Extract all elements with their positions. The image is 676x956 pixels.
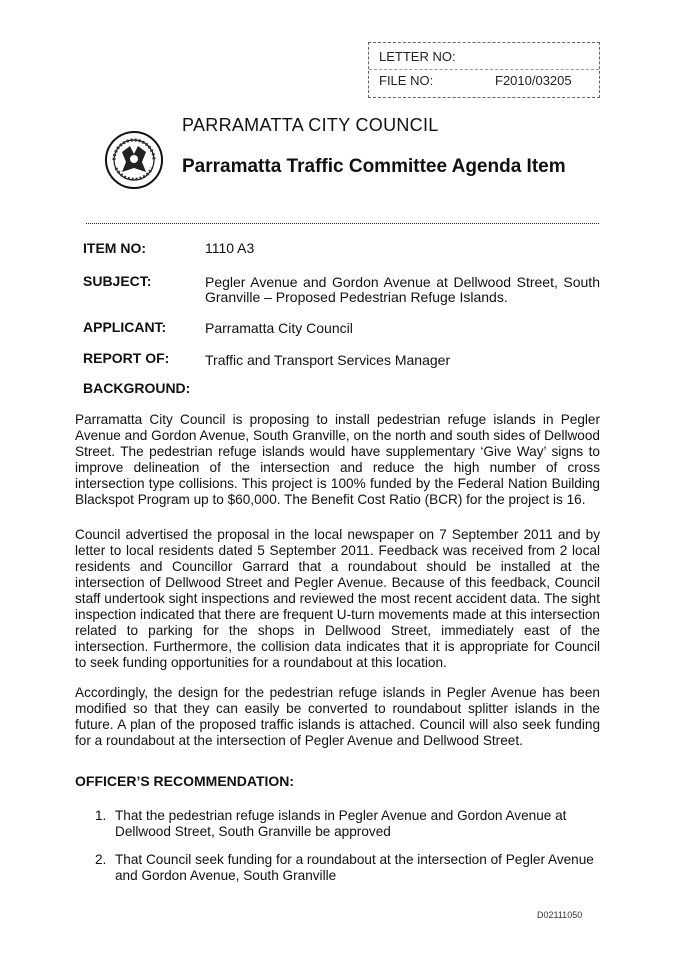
stamp-divider — [369, 69, 599, 70]
file-no-label: FILE NO: — [379, 73, 434, 88]
applicant-value: Parramatta City Council — [205, 320, 353, 336]
council-crest-icon — [104, 130, 164, 190]
recommendation-text: That the pedestrian refuge islands in Pegler Avenue and Gordon Avenue at Dellwood Street, South Granville be approved — [115, 808, 567, 839]
background-heading: BACKGROUND: — [83, 380, 191, 396]
recommendation-number: 2. — [95, 852, 107, 867]
letter-no-label: LETTER NO: — [379, 49, 456, 64]
file-no-value: F2010/03205 — [495, 73, 572, 88]
report-of-value: Traffic and Transport Services Manager — [205, 352, 451, 368]
subject-value: Pegler Avenue and Gordon Avenue at Dellwood Street, South Granville – Proposed Pedestrian Refuge Islands. — [205, 274, 600, 305]
item-no-label: ITEM NO: — [83, 240, 146, 256]
council-name: PARRAMATTA CITY COUNCIL — [182, 115, 439, 135]
background-paragraph-2: Council advertised the proposal in the local newspaper on 7 September 2011 and by letter to local residents dated 5 September 2011. Feedback was received from 2 local residents and Councillor Garrard that a roundabout should be installed at the intersection of Dellwood Street and Pegler Avenue. Because of this feedback, Council staff undertook sight inspections and reviewed the most recent accident data. The sight inspection indicated that there are frequent U-turn movements made at this intersection related to parking for the shops in Dellwood Street, immediately east of the intersection. Furthermore, the collision data indicates that it is appropriate for Council to seek funding opportunities for a roundabout at this location. — [75, 527, 600, 670]
background-paragraph-1: Parramatta City Council is proposing to install pedestrian refuge islands in Pegler Avenue and Gordon Avenue, South Granville, on the north and south sides of Dellwood Street. The pedestrian refuge islands would have supplementary ‘Give Way’ signs to improve delineation of the intersection and reduce the high number of cross intersection type collisions. This project is 100% funded by the Federal Nation Building Blackspot Program up to $60,000. The Benefit Cost Ratio (BCR) for the project is 16. — [75, 412, 600, 507]
header-divider — [86, 223, 599, 224]
subject-label: SUBJECT: — [83, 273, 152, 289]
background-paragraph-3: Accordingly, the design for the pedestrian refuge islands in Pegler Avenue has been modified so that they can easily be converted to roundabout splitter islands in the future. A plan of the proposed traffic islands is attached. Council will also seek funding for a roundabout at the intersection of Pegler Avenue and Dellwood Street. — [75, 685, 600, 748]
document-id: D02111050 — [537, 910, 583, 920]
applicant-label: APPLICANT: — [83, 319, 167, 335]
report-of-label: REPORT OF: — [83, 350, 170, 366]
recommendation-number: 1. — [95, 808, 107, 823]
file-stamp-box — [368, 42, 600, 98]
recommendation-text: That Council seek funding for a roundabout at the intersection of Pegler Avenue and Gordon Avenue, South Granville — [115, 852, 594, 883]
agenda-title: Parramatta Traffic Committee Agenda Item — [182, 156, 566, 177]
recommendation-heading: OFFICER’S RECOMMENDATION: — [75, 773, 295, 789]
item-no-value: 1110 A3 — [205, 240, 255, 256]
